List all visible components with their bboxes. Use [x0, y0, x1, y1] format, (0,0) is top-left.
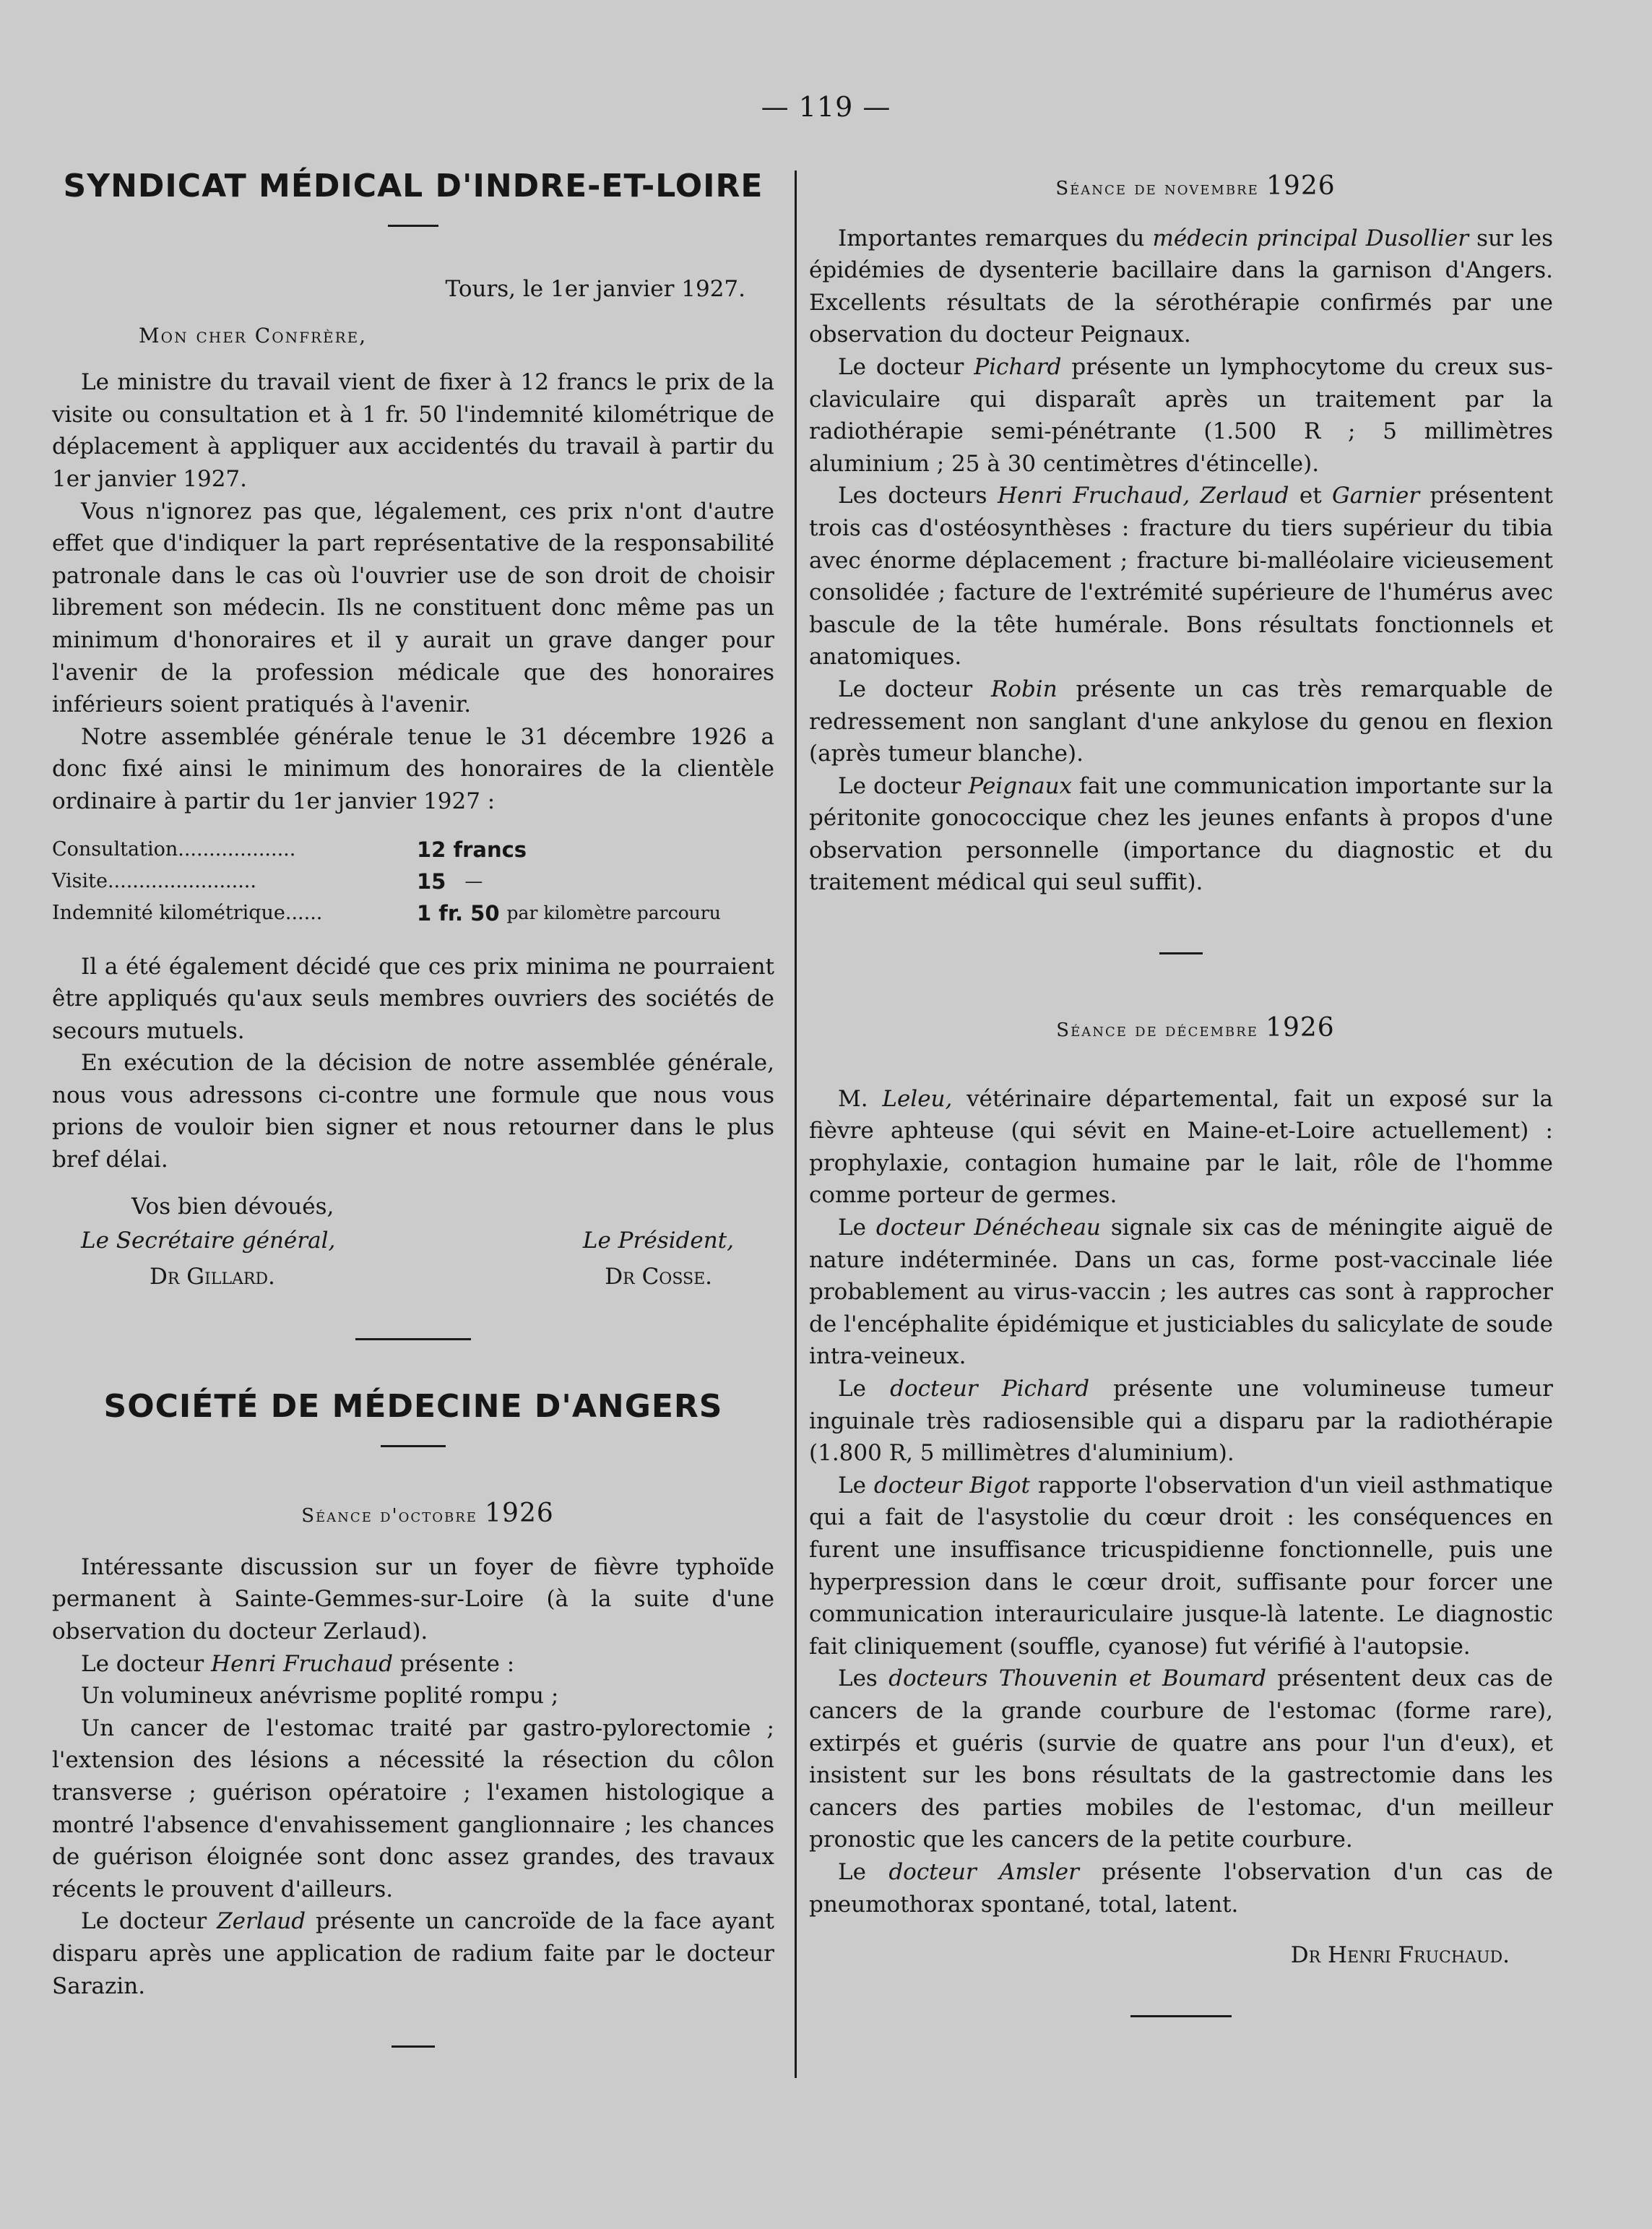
closing: Vos bien dévoués,: [131, 1193, 334, 1220]
text: rapporte l'observation d'un vieil asthmatique qui a fait de l'asystolie du cœur droit : les conséquences en furent une insuffisance tricuspidienne fonctionnelle, puis une hyperpression dans le cœur droit, suffisante pour forcer une communication interauriculaire jusque-là latente. Le diagnostic fait cliniquement (souffle, cyanose) fut vérifié à l'autopsie.: [809, 1472, 1554, 1660]
text: fait une communication importante sur la péritonite gonococcique chez les jeunes enfants à propos d'une observation personnelle (importance du diagnostic et du traitement médical qui seul suffit).: [809, 772, 1553, 896]
text: présente un cas très remarquable de redressement non sanglant d'une ankylose du genou en flexion (après tumeur blanche).: [809, 676, 1554, 767]
fee-value: 1 fr. 50: [417, 900, 500, 926]
fee-label: Consultation...................: [52, 837, 296, 861]
section-rule: [1159, 952, 1203, 954]
text: Le: [838, 1215, 866, 1241]
fee-label: Indemnité kilométrique......: [52, 901, 323, 924]
column-divider: [795, 171, 797, 2078]
paragraph: Un cancer de l'estomac traité par gastro-pylorectomie ; l'extension des lésions a nécessité la résection du côlon transverse ; guérison opératoire ; l'examen histologique a montré l'absence d'envahissement ganglionnaire ; les chances de guérison éloignée sont donc assez grandes, des travaux récents le prouvent d'ailleurs.: [52, 1715, 774, 1902]
paragraph: [809, 1083, 1553, 1212]
doctor-name: docteurs Thouvenin et Boumard: [888, 1665, 1266, 1692]
text: Les: [838, 1665, 878, 1692]
doctor-name: Robin: [990, 676, 1058, 702]
text: Importantes remarques du: [838, 225, 1145, 251]
fee-row: [52, 834, 774, 866]
president-title: Le Président,: [582, 1228, 734, 1254]
doctor-name: Peignaux: [968, 772, 1073, 799]
paragraph: [52, 1648, 774, 1681]
text: présente :: [399, 1650, 515, 1677]
text: présente l'observation d'un cas de pneumothorax spontané, total, latent.: [809, 1858, 1554, 1918]
end-rule: [392, 2045, 435, 2048]
doctor-name: docteur Pichard: [890, 1376, 1090, 1402]
left-column: [52, 168, 774, 2048]
fee-table: [52, 834, 774, 929]
paragraph: [809, 1373, 1553, 1470]
fee-row: [52, 866, 774, 897]
text: Le docteur: [838, 676, 973, 702]
paragraph: Intéressante discussion sur un foyer de fièvre typhoïde permanent à Sainte-Gemmes-sur-Loire (à la suite d'une observation du docteur Zerlaud).: [52, 1553, 774, 1645]
doctor-name: Leleu,: [882, 1085, 953, 1112]
syndicat-body-after: [52, 951, 774, 1176]
paragraph: Le ministre du travail vient de fixer à 12 francs le prix de la visite ou consultation et à 1 fr. 50 l'indemnité kilométrique de déplacement à appliquer aux accidentés du travail à partir du 1er janvier 1927.: [52, 369, 774, 492]
paragraph: [52, 1905, 774, 2002]
december-body: [809, 1083, 1553, 1920]
syndicat-title: SYNDICAT MÉDICAL D'INDRE-ET-LOIRE: [63, 168, 764, 204]
session-heading-november: [809, 171, 1553, 205]
fee-extra: —: [464, 870, 483, 892]
session-year: 1926: [485, 1499, 554, 1529]
signature-titles: [52, 1223, 774, 1259]
text: et: [1299, 483, 1322, 509]
text: présente un cancroïde de la face ayant disparu après une application de radium faite par le docteur Sarazin.: [52, 1908, 775, 1999]
session-year: 1926: [1266, 171, 1336, 201]
doctor-name: Henri Fruchaud, Zerlaud: [997, 483, 1289, 509]
page-number: — 119 —: [761, 91, 891, 123]
paragraph: Il a été également décidé que ces prix minima ne pourraient être appliqués qu'aux seuls membres ouvriers des sociétés de secours mutuels.: [52, 953, 774, 1044]
paragraph: [809, 1856, 1553, 1920]
societe-title: SOCIÉTÉ DE MÉDECINE D'ANGERS: [103, 1388, 723, 1426]
session-year: 1926: [1266, 1013, 1335, 1043]
paragraph: [809, 480, 1553, 673]
signature-names: [52, 1259, 774, 1295]
paragraph: [809, 1212, 1553, 1373]
session-label: Séance de novembre: [1055, 178, 1259, 199]
paragraph: [809, 223, 1553, 351]
text: Le docteur: [81, 1650, 204, 1677]
paragraph: [809, 673, 1553, 770]
session-heading-december: [809, 1012, 1553, 1047]
text: Le: [838, 1858, 866, 1885]
fee-row: [52, 897, 774, 929]
text: présentent deux cas de cancers de la grande courbure de l'estomac (forme rare), extirpés et guéris (survie de quatre ans pour l'un d'eux), et insistent sur les bons résultats de la gastrectomie dans les cancers des parties mobiles de l'estomac, d'un meilleur pronostic que les cancers de la petite courbure.: [809, 1665, 1554, 1853]
title-rule: [388, 225, 438, 227]
fee-label: Visite........................: [52, 869, 256, 892]
paragraph: Un volumineux anévrisme poplité rompu ;: [81, 1683, 559, 1710]
paragraph: [809, 770, 1553, 899]
fee-value: 15: [417, 868, 446, 894]
signature: Dr Henri Fruchaud.: [1290, 1942, 1510, 1969]
doctor-name: Pichard: [974, 353, 1062, 380]
text: Le docteur: [81, 1908, 207, 1935]
text: Le docteur: [838, 772, 961, 799]
text: vétérinaire départemental, fait un exposé sur la fièvre aphteuse (qui sévit en Maine-et-Loire actuellement) : prophylaxie, contagion humaine par le lait, rôle de l'homme comme porteur de germes.: [809, 1085, 1553, 1209]
paragraph: Notre assemblée générale tenue le 31 décembre 1926 a donc fixé ainsi le minimum des honoraires de la clientèle ordinaire à partir du 1er janvier 1927 :: [52, 723, 774, 814]
doctor-name: docteur Dénécheau: [875, 1215, 1101, 1241]
text: sur les épidémies de dysenterie bacillaire dans la garnison d'Angers. Excellents résultats de la sérothérapie confirmés par une observation du docteur Peignaux.: [809, 225, 1554, 348]
secretary-name: Dr Gillard.: [150, 1264, 275, 1290]
date-line: Tours, le 1er janvier 1927.: [445, 276, 745, 302]
doctor-name: Henri Fruchaud: [211, 1650, 393, 1677]
doctor-name: docteur Amsler: [888, 1858, 1079, 1885]
doctor-name: Zerlaud: [217, 1908, 306, 1935]
session-heading-october: [52, 1498, 774, 1532]
paragraph: Vous n'ignorez pas que, légalement, ces prix n'ont d'autre effet que d'indiquer la part représentative de la responsabilité patronale dans le cas où l'ouvrier use de son droit de choisir librement son médecin. Ils ne constituent donc même pas un minimum d'honoraires et il y aurait un grave danger pour l'avenir de la profession médicale que des honoraires inférieurs soient pratiqués à l'avenir.: [52, 498, 774, 718]
text: Le: [838, 1376, 866, 1402]
november-body: [809, 223, 1553, 899]
fee-extra: par kilomètre parcouru: [506, 902, 721, 923]
paragraph: [809, 1470, 1553, 1663]
text: Le docteur: [838, 353, 964, 380]
salutation: Mon cher Confrère,: [139, 323, 368, 348]
text: M.: [838, 1085, 868, 1112]
text: présente une volumineuse tumeur inguinale très radiosensible qui a disparu par la radiothérapie (1.800 R, 5 millimètres d'aluminium).: [809, 1376, 1553, 1467]
title-rule: [381, 1445, 446, 1447]
text: signale six cas de méningite aiguë de nature indéterminée. Dans un cas, forme post-vaccinale liée probablement au virus-vaccin ; les autres cas sont à rapprocher de l'encéphalite épidémique et justiciables du salicylate de soude intra-veineux.: [809, 1215, 1553, 1370]
paragraph: [809, 351, 1553, 480]
secretary-title: Le Secrétaire général,: [81, 1228, 336, 1254]
paragraph: [809, 1663, 1553, 1856]
text: présente un lymphocytome du creux sus-claviculaire qui disparaît après un traitement par la radiothérapie semi-pénétrante (1.500 R ; 5 millimètres aluminium ; 25 à 30 centimètres d'étincelle).: [809, 353, 1554, 477]
session-label: Séance de décembre: [1056, 1019, 1258, 1042]
doctor-name: docteur Bigot: [873, 1472, 1030, 1499]
doctor-name: Garnier: [1332, 483, 1420, 509]
section-rule: [355, 1338, 471, 1340]
fee-value: 12 francs: [417, 837, 527, 862]
session-label: Séance d'octobre: [301, 1505, 477, 1527]
october-body: [52, 1551, 774, 2002]
doctor-name: médecin principal Dusollier: [1152, 225, 1469, 251]
paragraph: En exécution de la décision de notre assemblée générale, nous vous adressons ci-contre une formule que nous vous prions de vouloir bien signer et nous retourner dans le plus bref délai.: [52, 1050, 774, 1173]
right-column: [809, 168, 1553, 2017]
text: présentent trois cas d'ostéosynthèses : fracture du tiers supérieur du tibia avec énorme déplacement ; fracture bi-malléolaire vicieusement consolidée ; facture de l'extrémité supérieure de l'humérus avec bascule de la tête humérale. Bons résultats fonctionnels et anatomiques.: [809, 483, 1553, 671]
president-name: Dr Cosse.: [605, 1264, 712, 1290]
syndicat-body: [52, 366, 774, 817]
end-rule: [1130, 2015, 1232, 2017]
text: Le: [838, 1472, 866, 1499]
text: Les docteurs: [838, 483, 987, 509]
